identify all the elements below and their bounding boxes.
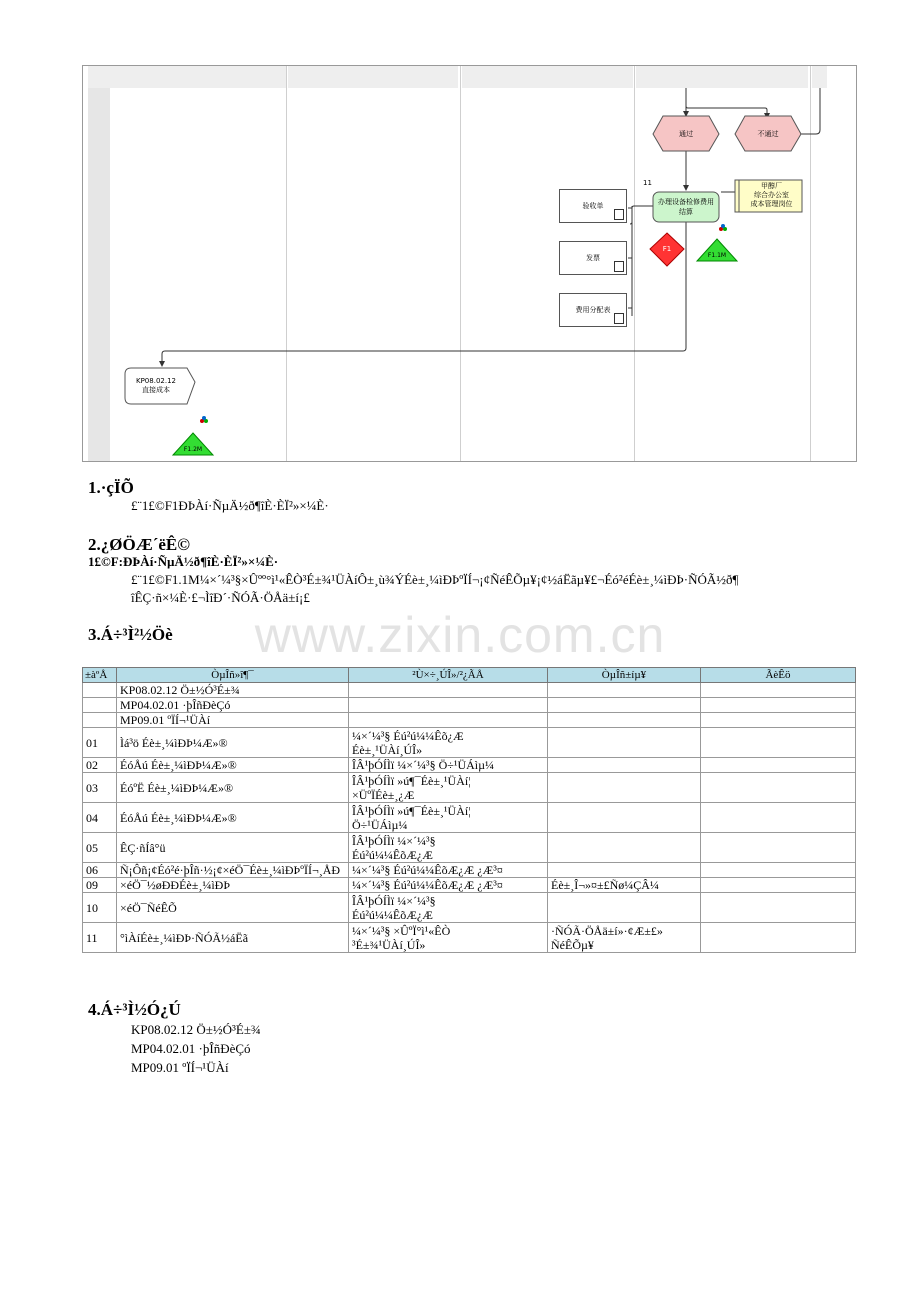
table-row	[83, 758, 856, 773]
document-icon	[614, 313, 624, 324]
table-cell	[701, 683, 856, 698]
table-cell: ÎÂ¹þÓÍÌï »ú¶¯Éè±¸¹ÜÀí¦ Ö÷¹ÜÁìµ¼	[349, 803, 548, 833]
table-row	[83, 923, 856, 953]
table-cell	[548, 833, 701, 863]
triangle-label: F1.1M	[707, 252, 727, 259]
table-cell	[83, 698, 117, 713]
table-row	[83, 863, 856, 878]
table-cell: °ìÀíÉè±¸¼ìÐÞ·ÑÓÃ½áËã	[117, 923, 349, 953]
table-cell: Ñ¡Ôñ¡¢Éó²é·þÎñ·½¡¢×éÖ¯Éè±¸¼ìÐÞºÏÍ¬¸ÅÐ	[117, 863, 349, 878]
table-cell	[548, 773, 701, 803]
table-cell: 03	[83, 773, 117, 803]
process-label: 办理设备检修费用 结算	[658, 198, 714, 216]
table-row	[83, 878, 856, 893]
table-cell: ×éÖ¯½øÐÐÉè±¸¼ìÐÞ	[117, 878, 349, 893]
table-row	[83, 713, 856, 728]
table-cell: ÉóºË Éè±¸¼ìÐÞ¼Æ»®	[117, 773, 349, 803]
table-cell: ·ÑÓÃ·ÖÅä±í»·¢Æ±£» ÑéÊÕµ¥	[548, 923, 701, 953]
table-cell: 01	[83, 728, 117, 758]
table-cell: 09	[83, 878, 117, 893]
section-1-body: £¨1£©F1ÐÞÀí·ÑµÄ½ð¶îÈ·ÈÏ²»×¼È·	[131, 498, 329, 513]
table-cell: 10	[83, 893, 117, 923]
table-row	[83, 773, 856, 803]
table-cell	[548, 713, 701, 728]
section-4-title: 4.Á÷³Ì½Ó¿Ú	[88, 1000, 181, 1019]
process-steps-table	[82, 667, 856, 953]
doc-cost-allocation	[559, 293, 627, 327]
table-row	[83, 698, 856, 713]
table-cell	[701, 833, 856, 863]
flowchart	[82, 65, 857, 462]
interface-item: KP08.02.12 Ö±½Ó³É±¾	[131, 1022, 261, 1037]
section-2-body-line2: îÊÇ·ñ×¼È·£¬ÌîÐ´·ÑÓÃ·ÖÅä±í¡£	[131, 590, 310, 605]
table-cell	[548, 758, 701, 773]
doc-invoice	[559, 241, 627, 275]
fail-label: 不通过	[757, 130, 779, 138]
section-2-body-line1: £¨1£©F1.1M¼×´¼³§×Ûºº°ì¹«ÊÒ³É±¾¹ÜÀíÔ±¸ù¾ÝÉè±¸¼ìÐÞºÏÍ¬¡¢ÑéÊÕµ¥¡¢½áËãµ¥£¬Éó²éÉè±¸¼ìÐÞ·ÑÓÃ½ð¶	[131, 572, 739, 587]
doc-acceptance	[559, 189, 627, 223]
column-header: ±àºÅ	[83, 668, 117, 683]
table-cell	[349, 683, 548, 698]
table-row	[83, 833, 856, 863]
table-cell: ÎÂ¹þÓÍÌï ¼×´¼³§ Éú²ú¼¼ÊõÆ¿Æ	[349, 893, 548, 923]
table-cell	[83, 683, 117, 698]
section-2-title: 2.¿ØÖÆ´ëÊ©	[88, 535, 190, 554]
document-icon	[614, 209, 624, 220]
table-cell	[349, 713, 548, 728]
section-1-title: 1.·çÏÕ	[88, 478, 134, 497]
interface-label: KP08.02.12 直接成本	[136, 377, 176, 394]
table-row	[83, 803, 856, 833]
triangle-label: F1.2M	[183, 446, 203, 453]
table-cell	[701, 893, 856, 923]
table-cell	[701, 698, 856, 713]
table-cell: ÉóÅú Éè±¸¼ìÐÞ¼Æ»®	[117, 803, 349, 833]
table-cell: ÎÂ¹þÓÍÌï »ú¶¯Éè±¸¹ÜÀí¦ ×ÜºÏÉè±¸¿Æ	[349, 773, 548, 803]
table-cell	[548, 728, 701, 758]
table-cell: Éè±¸Î¬»¤±£Ñø¼ÇÂ¼	[548, 878, 701, 893]
table-cell	[701, 878, 856, 893]
table-cell	[548, 863, 701, 878]
table-cell: 04	[83, 803, 117, 833]
table-header-row	[83, 668, 856, 683]
table-row	[83, 728, 856, 758]
column-header: ÒµÎñ»î¶¯	[117, 668, 349, 683]
table-cell	[83, 713, 117, 728]
table-cell	[701, 923, 856, 953]
table-cell	[548, 803, 701, 833]
table-cell: ÎÂ¹þÓÍÌï ¼×´¼³§ Éú²ú¼¼ÊõÆ¿Æ	[349, 833, 548, 863]
column-header: ÒµÎñ±íµ¥	[548, 668, 701, 683]
table-cell: 06	[83, 863, 117, 878]
table-cell: ÊÇ·ñÍâ°ü	[117, 833, 349, 863]
table-cell: ×éÖ¯ÑéÊÕ	[117, 893, 349, 923]
diamond-label: F1	[662, 245, 672, 253]
flow-connectors	[83, 66, 856, 461]
interface-item: MP04.02.01 ·þÎñÐèÇó	[131, 1041, 251, 1056]
table-cell: 05	[83, 833, 117, 863]
doc-label: 发票	[586, 254, 600, 262]
interface-item: MP09.01 ºÏÍ¬¹ÜÀí	[131, 1060, 229, 1075]
watermark: www.zixin.com.cn	[254, 607, 666, 663]
column-header: ²Ù×÷¸ÚÎ»/²¿ÃÅ	[349, 668, 548, 683]
table-cell	[701, 758, 856, 773]
table-cell	[701, 803, 856, 833]
document-icon	[614, 261, 624, 272]
table-cell: KP08.02.12 Ö±½Ó³É±¾	[117, 683, 349, 698]
table-cell: ¼×´¼³§ Éú²ú¼¼ÊõÆ¿Æ ¿Æ³¤	[349, 878, 548, 893]
table-row	[83, 893, 856, 923]
table-cell: MP09.01 ºÏÍ¬¹ÜÀí	[117, 713, 349, 728]
table-cell	[548, 683, 701, 698]
step-number: 11	[643, 179, 652, 187]
role-label: 甲醇厂 综合办公室 成本管理岗位	[750, 182, 793, 208]
table-cell: 11	[83, 923, 117, 953]
table-cell: ¼×´¼³§ ×ÛºÏ°ì¹«ÊÒ ³É±¾¹ÜÀí¸ÚÎ»	[349, 923, 548, 953]
table-cell: ÉóÅú Éè±¸¼ìÐÞ¼Æ»®	[117, 758, 349, 773]
table-cell	[701, 863, 856, 878]
section-2-subtitle: 1£©F:ÐÞÀí·ÑµÄ½ð¶îÈ·ÈÏ²»×¼È·	[88, 554, 279, 569]
section-3-title: 3.Á÷³Ì²½Öè	[88, 625, 173, 644]
table-cell	[701, 713, 856, 728]
table-cell: 02	[83, 758, 117, 773]
table-cell	[701, 773, 856, 803]
table-cell: MP04.02.01 ·þÎñÐèÇó	[117, 698, 349, 713]
table-cell	[349, 698, 548, 713]
table-cell: ¼×´¼³§ Éú²ú¼¼Êõ¿Æ Éè±¸¹ÜÀí¸ÚÎ»	[349, 728, 548, 758]
table-cell: Ìá³ö Éè±¸¼ìÐÞ¼Æ»®	[117, 728, 349, 758]
table-cell	[548, 893, 701, 923]
column-header: ÃèÊö	[701, 668, 856, 683]
table-row	[83, 683, 856, 698]
doc-label: 费用分配表	[575, 306, 611, 314]
table-cell	[548, 698, 701, 713]
table-cell: ÎÂ¹þÓÍÌï ¼×´¼³§ Ö÷¹ÜÁìµ¼	[349, 758, 548, 773]
table-cell	[701, 728, 856, 758]
pass-label: 通过	[679, 130, 693, 138]
doc-label: 验收单	[582, 202, 604, 210]
table-cell: ¼×´¼³§ Éú²ú¼¼ÊõÆ¿Æ ¿Æ³¤	[349, 863, 548, 878]
